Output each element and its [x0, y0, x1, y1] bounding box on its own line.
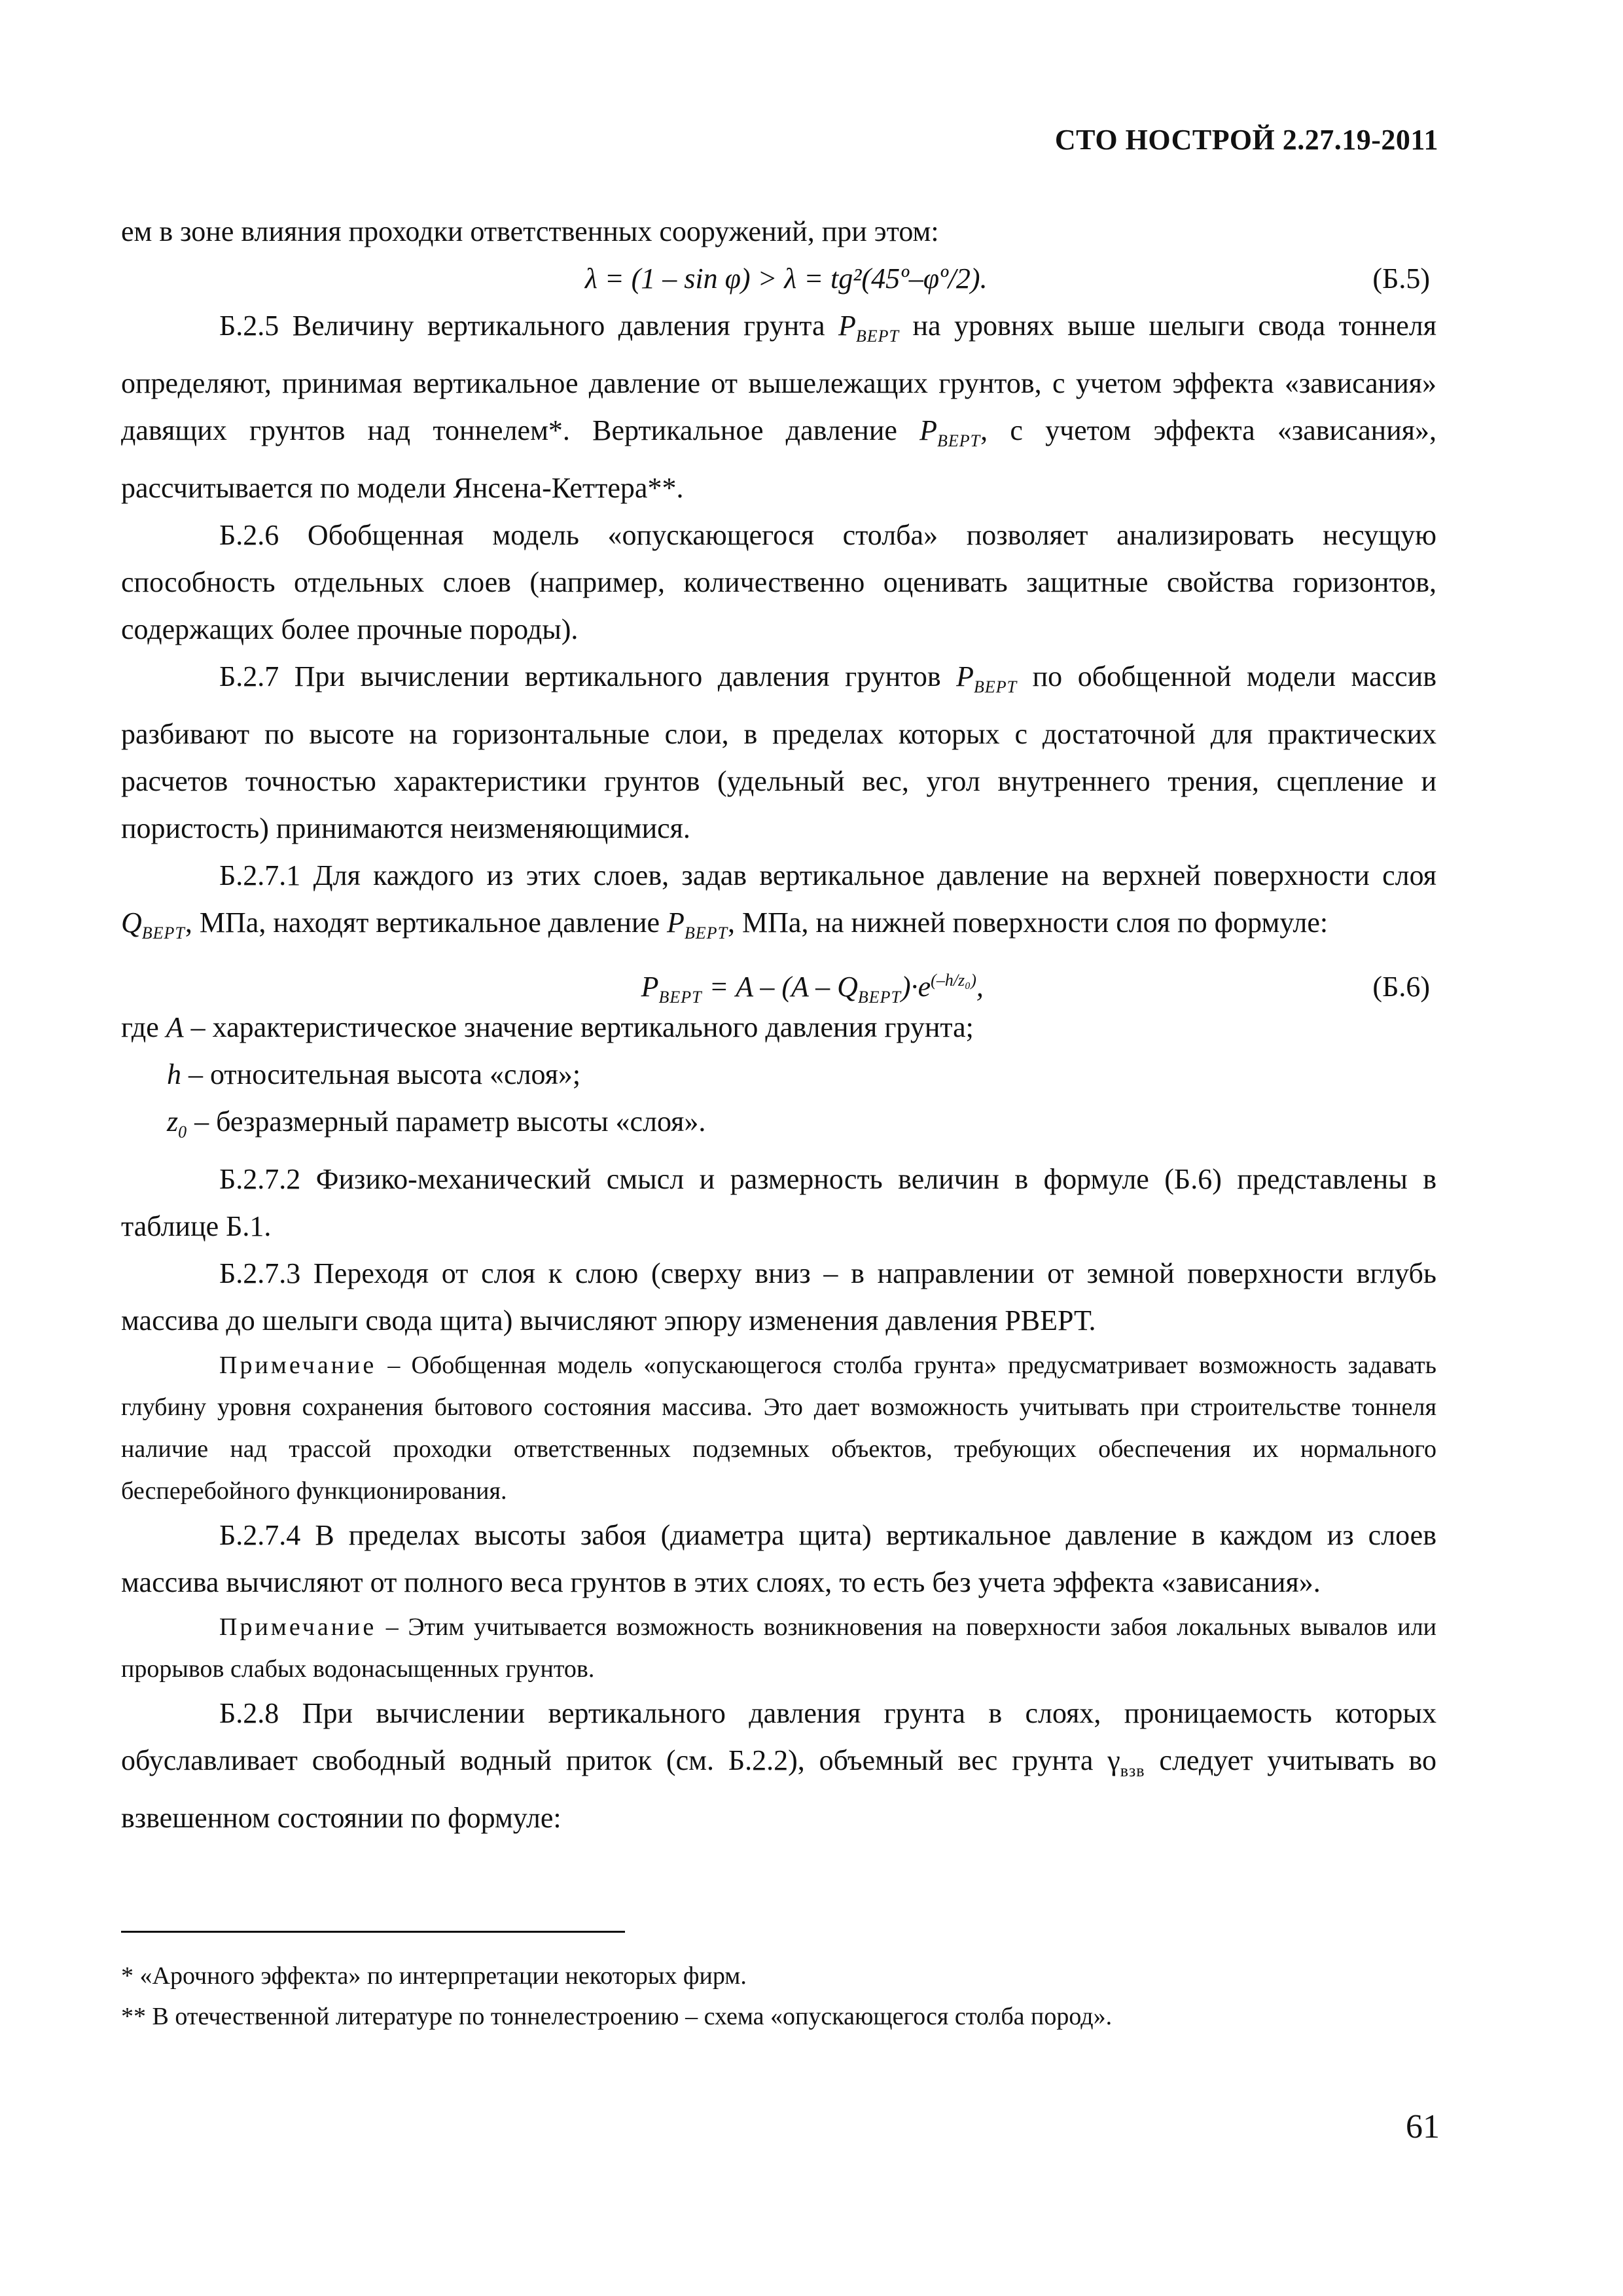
- paragraph-b2-7-1: Б.2.7.1 Для каждого из этих слоев, задав вертикальное давление на верхней поверхности слоя $Q_{ВЕРТ}$, МПа, находят вертикальное давление $P_{ВЕРТ}$, МПа, на нижней поверхности слоя по формуле:: [121, 859, 1436, 942]
- page-number: 61: [1406, 2108, 1440, 2145]
- where-h-definition: h – относительная высота «слоя»;: [167, 1058, 581, 1090]
- intro-paragraph: ем в зоне влияния проходки ответственных сооружений, при этом:: [121, 215, 939, 247]
- footnote-2: ** В отечественной литературе по тоннелестроению – схема «опускающегося столба пород».: [121, 2003, 1113, 2030]
- formula-b6-expression: $P_{ВЕРТ} = A - (A - Q_{ВЕРТ})\cdot e^{(-h/z_0)}$,: [641, 971, 984, 1007]
- paragraph-b2-5: Б.2.5 Величину вертикального давления грунта $P_{ВЕРТ}$ на уровнях выше шелыги свода тоннеля определяют, принимая вертикальное давление от вышележащих грунтов, с учетом эффекта «зависания» давящих грунтов над тоннелем*. Вертикальное давление $P_{ВЕРТ}$, с учетом эффекта «зависания», рассчитывается по модели Янсена-Кеттера**.: [121, 310, 1436, 504]
- paragraph-b2-7-3: Б.2.7.3 Переходя от слоя к слою (сверху вниз – в направлении от земной поверхности вглубь массива до шелыги свода щита) вычисляют эпюру изменения давления РВЕРТ.: [121, 1257, 1436, 1336]
- document-code-header: СТО НОСТРОЙ 2.27.19-2011: [1054, 124, 1438, 156]
- paragraph-b2-7-4: Б.2.7.4 В пределах высоты забоя (диаметра щита) вертикальное давление в каждом из слоев массива вычисляют от полного веса грунтов в этих слоях, то есть без учета эффекта «зависания».: [121, 1519, 1436, 1598]
- footnote-1: * «Арочного эффекта» по интерпретации некоторых фирм.: [121, 1962, 747, 1990]
- formula-b5-number: (Б.5): [1372, 262, 1430, 295]
- paragraph-b2-7: Б.2.7 При вычислении вертикального давления грунтов $P_{ВЕРТ}$ по обобщенной модели массив разбивают по высоте на горизонтальные слои, в пределах которых с достаточной для практических расчетов точностью характеристики грунтов (удельный вес, угол внутреннего трения, сцепление и пористость) принимаются неизменяющимися.: [121, 660, 1436, 844]
- formula-b6: [121, 957, 1436, 1007]
- formula-b6-number: (Б.6): [1372, 971, 1430, 1003]
- paragraph-b2-7-2: Б.2.7.2 Физико-механический смысл и размерность величин в формуле (Б.6) представлены в таблице Б.1.: [121, 1163, 1436, 1242]
- formula-b5-expression: λ = (1 – sin φ) > λ = tg²(45º–φº/2).: [584, 262, 988, 295]
- paragraph-b2-6: Б.2.6 Обобщенная модель «опускающегося столба» позволяет анализировать несущую способность отдельных слоев (например, количественно оценивать защитные свойства горизонтов, содержащих более прочные породы).: [121, 519, 1436, 645]
- where-a-definition: где A – характеристическое значение вертикального давления грунта;: [121, 1011, 974, 1043]
- note-2: Примечание – Этим учитывается возможность возникновения на поверхности забоя локальных вывалов или прорывов слабых водонасыщенных грунтов.: [121, 1613, 1436, 1683]
- body-text: [121, 208, 1436, 1842]
- footnote-separator: [121, 1931, 625, 1933]
- note-1: Примечание – Обобщенная модель «опускающегося столба грунта» предусматривает возможность задавать глубину уровня сохранения бытового состояния массива. Это дает возможность учитывать при строительстве тоннеля наличие над трассой проходки ответственных подземных объектов, требующих обеспечения их нормального бесперебойного функционирования.: [121, 1352, 1436, 1505]
- paragraph-b2-8: Б.2.8 При вычислении вертикального давления грунта в слоях, проницаемость которых обуславливает свободный водный приток (см. Б.2.2), объемный вес грунта $\gamma_{взв}$ следует учитывать во взвешенном состоянии по формуле:: [121, 1697, 1436, 1834]
- where-z-definition: $z_0$ – безразмерный параметр высоты «слоя».: [167, 1105, 706, 1141]
- footnotes: [121, 1956, 1436, 2037]
- formula-b5: [121, 255, 1436, 302]
